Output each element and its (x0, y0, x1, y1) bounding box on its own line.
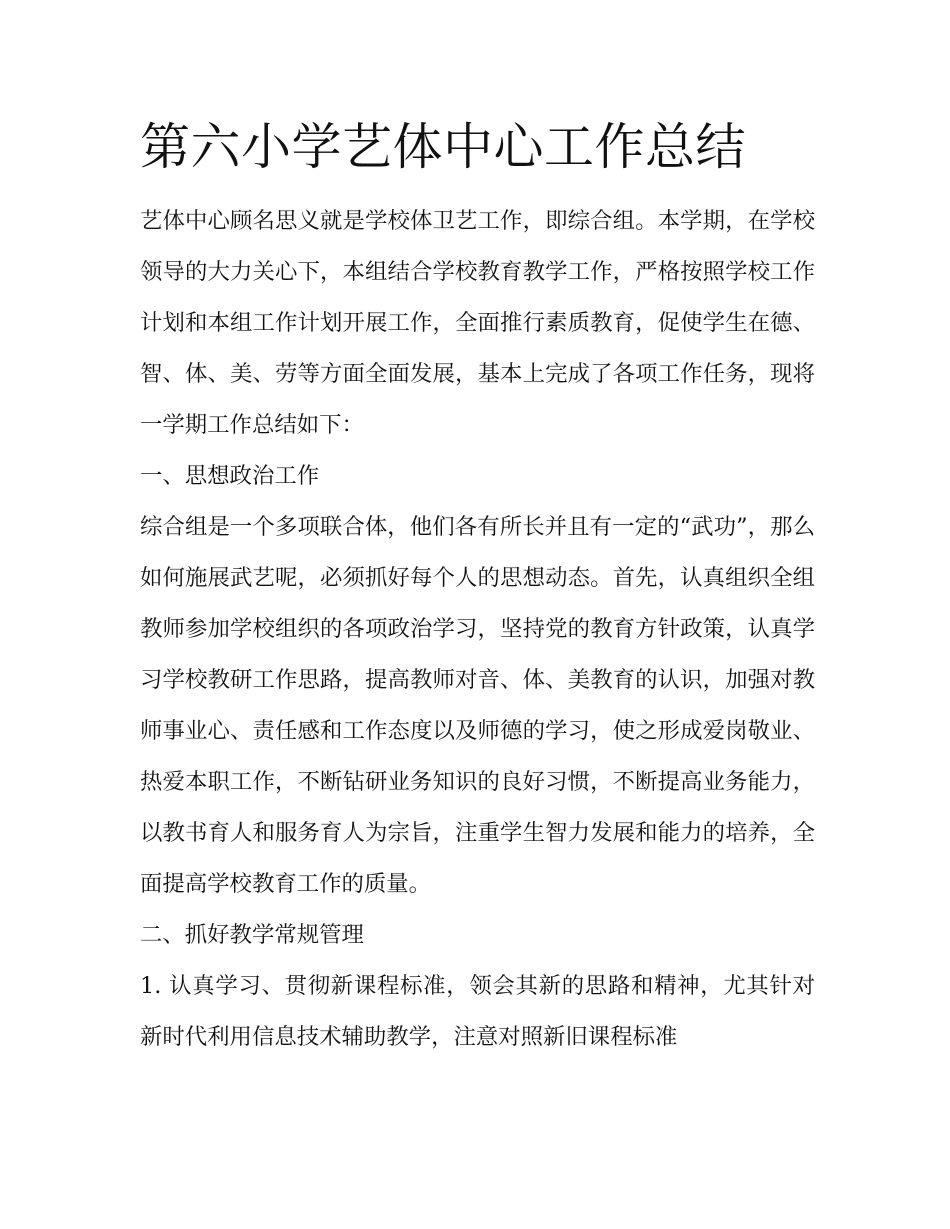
intro-paragraph: 艺体中心顾名思义就是学校体卫艺工作，即综合组。本学期，在学校领导的大力关心下，本组结合学校教育教学工作，严格按照学校工作计划和本组工作计划开展工作，全面推行素质教育，促使学生在德、智、体、美、劳等方面全面发展，基本上完成了各项工作任务，现将一学期工作总结如下： (140, 208, 815, 438)
section-1-heading: 一、思想政治工作 (140, 463, 320, 489)
section-2-heading: 二、抓好教学常规管理 (140, 922, 364, 948)
section-2-item-1: 1. 认真学习、贯彻新课程标准，领会其新的思路和精神，尤其针对新时代利用信息技术辅助教学，注意对照新旧课程标准 (140, 973, 815, 1050)
document-body (140, 112, 815, 1063)
document-title: 第六小学艺体中心工作总结 (140, 118, 746, 176)
section-1-paragraph: 综合组是一个多项联合体，他们各有所长并且有一定的“武功”，那么如何施展武艺呢，必须抓好每个人的思想动态。首先，认真组织全组教师参加学校组织的各项政治学习，坚持党的教育方针政策，认真学习学校教研工作思路，提高教师对音、体、美教育的认识，加强对教师事业心、责任感和工作态度以及师德的学习，使之形成爱岗敬业、热爱本职工作，不断钻研业务知识的良好习惯，不断提高业务能力，以教书育人和服务育人为宗旨，注重学生智力发展和能力的培养，全面提高学校教育工作的质量。 (140, 514, 815, 897)
